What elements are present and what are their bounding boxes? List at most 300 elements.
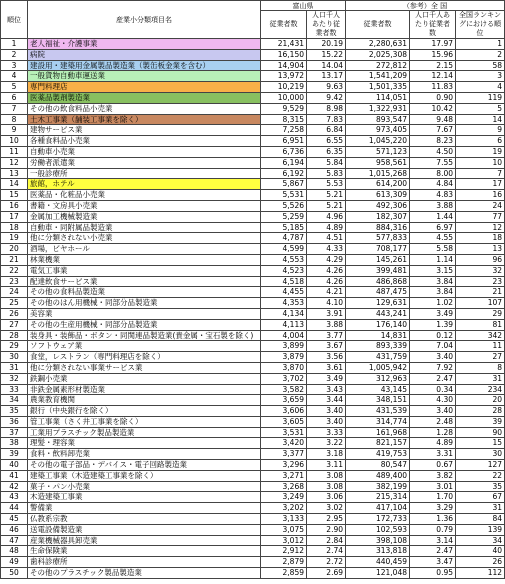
rank-cell: 35 (1, 406, 28, 417)
table-row (1, 233, 505, 244)
national-per1000-cell: 0.95 (410, 568, 456, 579)
industry-name-cell: 林業機業 (28, 254, 261, 265)
table-row (1, 319, 505, 330)
toyama-per1000-cell: 4.26 (307, 276, 346, 287)
toyama-employees-cell: 10,219 (261, 82, 307, 93)
name-header: 産業小分類項目名 (28, 1, 261, 39)
table-row (1, 406, 505, 417)
rank-cell: 25 (1, 298, 28, 309)
national-per1000-header: 人口千人あたり従業者数 (410, 11, 456, 39)
toyama-per1000-cell: 3.61 (307, 362, 346, 373)
national-ranking-cell: 1 (456, 39, 505, 50)
toyama-employees-cell: 3,659 (261, 395, 307, 406)
national-ranking-cell: 17 (456, 179, 505, 190)
rank-cell: 49 (1, 557, 28, 568)
toyama-per1000-cell: 6.55 (307, 136, 346, 147)
toyama-per1000-cell: 3.91 (307, 308, 346, 319)
national-employees-cell: 419,753 (346, 449, 410, 460)
national-per1000-cell: 7.92 (410, 362, 456, 373)
table-row (1, 244, 505, 255)
national-per1000-cell: 4.30 (410, 395, 456, 406)
national-ranking-cell: 112 (456, 568, 505, 579)
table-body (1, 39, 505, 579)
toyama-employees-cell: 4,113 (261, 319, 307, 330)
national-employees-cell: 114,051 (346, 92, 410, 103)
rank-header: 順位 (1, 1, 28, 39)
rank-cell: 27 (1, 319, 28, 330)
toyama-per1000-cell: 6.84 (307, 125, 346, 136)
toyama-per1000-cell: 7.83 (307, 114, 346, 125)
national-ranking-cell: 18 (456, 233, 505, 244)
national-per1000-cell: 3.15 (410, 265, 456, 276)
national-ranking-cell: 19 (456, 146, 505, 157)
national-per1000-cell: 3.29 (410, 503, 456, 514)
rank-cell: 32 (1, 373, 28, 384)
table-row (1, 352, 505, 363)
national-employees-cell: 172,733 (346, 514, 410, 525)
table-row (1, 535, 505, 546)
industry-name-cell: 労働者派遣業 (28, 157, 261, 168)
national-per1000-cell: 0.34 (410, 384, 456, 395)
toyama-employees-cell: 3,202 (261, 503, 307, 514)
toyama-employees-cell: 5,531 (261, 190, 307, 201)
industry-name-cell: 建物サービス業 (28, 125, 261, 136)
national-ranking-cell: 12 (456, 222, 505, 233)
industry-name-cell: 金属加工機械製造業 (28, 211, 261, 222)
national-per1000-cell: 12.14 (410, 71, 456, 82)
national-employees-cell: 2,025,308 (346, 49, 410, 60)
national-per1000-cell: 0.90 (410, 92, 456, 103)
toyama-employees-cell: 3,605 (261, 416, 307, 427)
national-employees-cell: 348,151 (346, 395, 410, 406)
toyama-employees-header: 従業者数 (261, 11, 307, 39)
toyama-per1000-cell: 5.21 (307, 190, 346, 201)
national-per1000-cell: 4.83 (410, 190, 456, 201)
toyama-per1000-cell: 4.26 (307, 265, 346, 276)
national-employees-cell: 431,759 (346, 352, 410, 363)
toyama-per1000-cell: 3.43 (307, 384, 346, 395)
national-per1000-cell: 9.48 (410, 114, 456, 125)
national-per1000-cell: 5.58 (410, 244, 456, 255)
rank-cell: 31 (1, 362, 28, 373)
national-ranking-cell: 119 (456, 92, 505, 103)
national-employees-cell: 102,593 (346, 524, 410, 535)
industry-name-cell: 一般診療所 (28, 168, 261, 179)
industry-name-cell: 装身具・装飾品・ボタン・同関連品製造業(貴金属・宝石製を除く) (28, 330, 261, 341)
table-row (1, 190, 505, 201)
table-row (1, 481, 505, 492)
toyama-employees-cell: 21,431 (261, 39, 307, 50)
rank-cell: 46 (1, 524, 28, 535)
toyama-employees-cell: 5,185 (261, 222, 307, 233)
national-employees-cell: 708,177 (346, 244, 410, 255)
toyama-per1000-cell: 3.02 (307, 503, 346, 514)
rank-cell: 48 (1, 546, 28, 557)
national-ranking-cell: 23 (456, 276, 505, 287)
industry-name-cell: 老人福祉・介護事業 (28, 39, 261, 50)
toyama-per1000-cell: 3.67 (307, 341, 346, 352)
industry-name-cell: 鉄鋼小売業 (28, 373, 261, 384)
national-ranking-cell: 28 (456, 406, 505, 417)
national-ranking-cell: 26 (456, 557, 505, 568)
table-row (1, 362, 505, 373)
rank-cell: 40 (1, 460, 28, 471)
national-per1000-cell: 2.15 (410, 60, 456, 71)
toyama-employees-cell: 3,606 (261, 406, 307, 417)
rank-cell: 1 (1, 39, 28, 50)
national-employees-cell: 80,547 (346, 460, 410, 471)
national-per1000-cell: 17.97 (410, 39, 456, 50)
industry-name-cell: 美容業 (28, 308, 261, 319)
toyama-employees-cell: 4,353 (261, 298, 307, 309)
table-row (1, 568, 505, 579)
industry-name-cell: その他のプラスチック製品製造業 (28, 568, 261, 579)
rank-cell: 16 (1, 200, 28, 211)
toyama-per1000-cell: 6.35 (307, 146, 346, 157)
toyama-employees-cell: 3,702 (261, 373, 307, 384)
industry-name-cell: 仏教系宗教 (28, 514, 261, 525)
industry-name-cell: 農業教育機関 (28, 395, 261, 406)
industry-name-cell: 管工事業（さく井工事業を除く） (28, 416, 261, 427)
national-per1000-cell: 3.01 (410, 481, 456, 492)
toyama-employees-cell: 2,859 (261, 568, 307, 579)
rank-cell: 33 (1, 384, 28, 395)
industry-name-cell: 書籍・文房具小売業 (28, 200, 261, 211)
national-per1000-cell: 8.23 (410, 136, 456, 147)
table-row (1, 136, 505, 147)
toyama-employees-cell: 3,012 (261, 535, 307, 546)
table-row (1, 373, 505, 384)
rank-cell: 36 (1, 416, 28, 427)
toyama-employees-cell: 8,315 (261, 114, 307, 125)
table-row (1, 395, 505, 406)
national-ranking-cell: 67 (456, 492, 505, 503)
industry-name-cell: ソフトウェア業 (28, 341, 261, 352)
national-employees-cell: 958,561 (346, 157, 410, 168)
rank-cell: 38 (1, 438, 28, 449)
national-employees-cell: 398,108 (346, 535, 410, 546)
rank-cell: 28 (1, 330, 28, 341)
rank-cell: 21 (1, 254, 28, 265)
industry-name-cell: 歯科診療所 (28, 557, 261, 568)
national-header: （参考）全 国 (346, 1, 505, 11)
national-ranking-cell: 30 (456, 449, 505, 460)
rank-cell: 41 (1, 470, 28, 481)
national-per1000-cell: 2.47 (410, 546, 456, 557)
national-ranking-cell: 77 (456, 211, 505, 222)
table-row (1, 82, 505, 93)
industry-name-cell: 生命保険業 (28, 546, 261, 557)
national-employees-cell: 1,322,931 (346, 103, 410, 114)
table-row (1, 470, 505, 481)
national-per1000-cell: 3.84 (410, 276, 456, 287)
national-ranking-cell: 10 (456, 157, 505, 168)
industry-name-cell: 他に分類されない事業サービス業 (28, 362, 261, 373)
toyama-employees-cell: 4,134 (261, 308, 307, 319)
toyama-per1000-cell: 3.22 (307, 438, 346, 449)
national-per1000-cell: 3.40 (410, 352, 456, 363)
national-employees-cell: 161,968 (346, 427, 410, 438)
rank-cell: 26 (1, 308, 28, 319)
national-employees-cell: 821,157 (346, 438, 410, 449)
national-per1000-cell: 2.47 (410, 373, 456, 384)
toyama-employees-cell: 4,787 (261, 233, 307, 244)
table-row (1, 146, 505, 157)
national-ranking-cell: 32 (456, 265, 505, 276)
national-employees-cell: 492,306 (346, 200, 410, 211)
rank-cell: 39 (1, 449, 28, 460)
toyama-employees-cell: 4,599 (261, 244, 307, 255)
national-employees-cell: 1,045,220 (346, 136, 410, 147)
national-employees-cell: 314,774 (346, 416, 410, 427)
toyama-per1000-cell: 3.49 (307, 373, 346, 384)
toyama-per1000-cell: 4.96 (307, 211, 346, 222)
national-ranking-cell: 6 (456, 136, 505, 147)
national-ranking-cell: 96 (456, 254, 505, 265)
national-per1000-cell: 6.97 (410, 222, 456, 233)
table-row (1, 416, 505, 427)
national-per1000-cell: 4.84 (410, 179, 456, 190)
national-employees-cell: 486,868 (346, 276, 410, 287)
rank-cell: 18 (1, 222, 28, 233)
industry-name-cell: 自動車・同附属品製造業 (28, 222, 261, 233)
toyama-employees-cell: 3,420 (261, 438, 307, 449)
table-row (1, 557, 505, 568)
national-employees-cell: 14,831 (346, 330, 410, 341)
rank-cell: 17 (1, 211, 28, 222)
rank-cell: 47 (1, 535, 28, 546)
national-employees-cell: 443,241 (346, 308, 410, 319)
toyama-employees-cell: 5,526 (261, 200, 307, 211)
industry-name-cell: 木造建築工事業 (28, 492, 261, 503)
industry-name-cell: 理髪・理容業 (28, 438, 261, 449)
national-ranking-cell: 2 (456, 49, 505, 60)
national-employees-cell: 893,547 (346, 114, 410, 125)
national-per1000-cell: 1.70 (410, 492, 456, 503)
national-per1000-cell: 7.55 (410, 157, 456, 168)
toyama-employees-cell: 3,870 (261, 362, 307, 373)
toyama-per1000-cell: 3.40 (307, 416, 346, 427)
rank-cell: 11 (1, 146, 28, 157)
national-per1000-cell: 7.04 (410, 341, 456, 352)
national-employees-cell: 884,316 (346, 222, 410, 233)
table-row (1, 287, 505, 298)
rank-cell: 23 (1, 276, 28, 287)
table-row (1, 492, 505, 503)
toyama-per1000-cell: 14.04 (307, 60, 346, 71)
national-employees-cell: 1,541,209 (346, 71, 410, 82)
national-ranking-cell: 3 (456, 71, 505, 82)
table-row (1, 125, 505, 136)
table-row (1, 265, 505, 276)
toyama-per1000-cell: 15.22 (307, 49, 346, 60)
toyama-employees-cell: 3,377 (261, 449, 307, 460)
industry-name-cell: その他の生産用機械・同部分品製造業 (28, 319, 261, 330)
rank-cell: 19 (1, 233, 28, 244)
rank-cell: 24 (1, 287, 28, 298)
toyama-per1000-cell: 8.98 (307, 103, 346, 114)
industry-name-cell: 自動車小売業 (28, 146, 261, 157)
toyama-header: 富山県 (261, 1, 346, 11)
national-employees-cell: 614,200 (346, 179, 410, 190)
toyama-employees-cell: 3,075 (261, 524, 307, 535)
toyama-employees-cell: 5,867 (261, 179, 307, 190)
rank-cell: 9 (1, 125, 28, 136)
rank-cell: 7 (1, 103, 28, 114)
national-employees-cell: 973,405 (346, 125, 410, 136)
industry-name-cell: 各種食料品小売業 (28, 136, 261, 147)
national-employees-cell: 893,339 (346, 341, 410, 352)
national-ranking-cell: 24 (456, 200, 505, 211)
table-row (1, 168, 505, 179)
industry-name-cell: その他の電子部品・デバイス・電子回路製造業 (28, 460, 261, 471)
toyama-per1000-cell: 3.11 (307, 460, 346, 471)
table-row (1, 222, 505, 233)
national-per1000-cell: 0.79 (410, 524, 456, 535)
national-ranking-cell: 107 (456, 298, 505, 309)
rank-cell: 12 (1, 157, 28, 168)
toyama-per1000-cell: 13.17 (307, 71, 346, 82)
toyama-per1000-cell: 3.06 (307, 492, 346, 503)
national-ranking-cell: 20 (456, 395, 505, 406)
rank-cell: 5 (1, 82, 28, 93)
table-row (1, 103, 505, 114)
toyama-employees-cell: 3,296 (261, 460, 307, 471)
table-row (1, 308, 505, 319)
national-employees-cell: 431,539 (346, 406, 410, 417)
national-per1000-cell: 1.28 (410, 427, 456, 438)
national-employees-cell: 2,280,631 (346, 39, 410, 50)
industry-name-cell: 産業機械器具卸売業 (28, 535, 261, 546)
rank-cell: 20 (1, 244, 28, 255)
industry-name-cell: 食料・飲料卸売業 (28, 449, 261, 460)
industry-name-cell: その他のはん用機械・同部分品製造業 (28, 298, 261, 309)
table-row (1, 39, 505, 50)
toyama-per1000-cell: 2.72 (307, 557, 346, 568)
toyama-employees-cell: 6,194 (261, 157, 307, 168)
toyama-per1000-header: 人口千人あたり従業者数 (307, 11, 346, 39)
national-employees-cell: 1,501,335 (346, 82, 410, 93)
national-ranking-cell: 35 (456, 481, 505, 492)
national-per1000-cell: 3.49 (410, 308, 456, 319)
industry-name-cell: 菓子・パン小売業 (28, 481, 261, 492)
toyama-per1000-cell: 2.95 (307, 514, 346, 525)
national-ranking-cell: 27 (456, 352, 505, 363)
national-employees-cell: 313,818 (346, 546, 410, 557)
rank-cell: 2 (1, 49, 28, 60)
industry-name-cell: 旅館，ホテル (28, 179, 261, 190)
rank-cell: 44 (1, 503, 28, 514)
national-employees-cell: 382,199 (346, 481, 410, 492)
toyama-employees-cell: 4,553 (261, 254, 307, 265)
national-per1000-cell: 3.84 (410, 287, 456, 298)
toyama-per1000-cell: 9.42 (307, 92, 346, 103)
toyama-per1000-cell: 4.10 (307, 298, 346, 309)
industry-name-cell: 建設用・建築用金属製品製造業（製缶板金業を含む） (28, 60, 261, 71)
toyama-employees-cell: 6,192 (261, 168, 307, 179)
national-ranking-cell: 342 (456, 330, 505, 341)
national-ranking-cell: 31 (456, 503, 505, 514)
toyama-employees-cell: 7,258 (261, 125, 307, 136)
national-per1000-cell: 11.83 (410, 82, 456, 93)
table-row (1, 211, 505, 222)
rank-cell: 10 (1, 136, 28, 147)
industry-name-cell: 土木工事業（舗装工事業を除く） (28, 114, 261, 125)
national-per1000-cell: 8.00 (410, 168, 456, 179)
toyama-employees-cell: 13,972 (261, 71, 307, 82)
rank-cell: 8 (1, 114, 28, 125)
industry-name-cell: その他の食料品製造業 (28, 287, 261, 298)
national-ranking-cell: 58 (456, 60, 505, 71)
national-per1000-cell: 4.55 (410, 233, 456, 244)
national-employees-cell: 43,145 (346, 384, 410, 395)
table-row (1, 60, 505, 71)
rank-cell: 37 (1, 427, 28, 438)
rank-cell: 45 (1, 514, 28, 525)
rank-cell: 13 (1, 168, 28, 179)
national-employees-cell: 417,104 (346, 503, 410, 514)
national-per1000-cell: 10.42 (410, 103, 456, 114)
national-employees-cell: 489,400 (346, 470, 410, 481)
national-per1000-cell: 1.36 (410, 514, 456, 525)
toyama-employees-cell: 6,951 (261, 136, 307, 147)
toyama-employees-cell: 10,000 (261, 92, 307, 103)
industry-name-cell: 配達飲食サービス業 (28, 276, 261, 287)
national-employees-cell: 571,123 (346, 146, 410, 157)
toyama-employees-cell: 2,912 (261, 546, 307, 557)
table-row (1, 438, 505, 449)
toyama-employees-cell: 4,518 (261, 276, 307, 287)
rank-cell: 50 (1, 568, 28, 579)
national-employees-cell: 613,309 (346, 190, 410, 201)
national-employees-cell: 487,475 (346, 287, 410, 298)
toyama-employees-cell: 3,249 (261, 492, 307, 503)
toyama-per1000-cell: 4.89 (307, 222, 346, 233)
industry-name-cell: 医薬品・化粧品小売業 (28, 190, 261, 201)
national-ranking-cell: 29 (456, 308, 505, 319)
national-per1000-cell: 4.89 (410, 438, 456, 449)
toyama-per1000-cell: 3.44 (307, 395, 346, 406)
toyama-per1000-cell: 3.88 (307, 319, 346, 330)
toyama-per1000-cell: 4.29 (307, 254, 346, 265)
rank-cell: 30 (1, 352, 28, 363)
national-ranking-cell: 31 (456, 373, 505, 384)
toyama-per1000-cell: 3.40 (307, 406, 346, 417)
industry-name-cell: 建築工事業（木造建築工事業を除く） (28, 470, 261, 481)
industry-name-cell: 一般貨物自動車運送業 (28, 71, 261, 82)
national-employees-cell: 129,631 (346, 298, 410, 309)
national-ranking-cell: 7 (456, 168, 505, 179)
national-ranking-cell: 39 (456, 416, 505, 427)
toyama-per1000-cell: 20.19 (307, 39, 346, 50)
toyama-employees-cell: 4,523 (261, 265, 307, 276)
national-per1000-cell: 0.67 (410, 460, 456, 471)
toyama-per1000-cell: 4.33 (307, 244, 346, 255)
national-ranking-cell: 13 (456, 244, 505, 255)
toyama-employees-cell: 3,582 (261, 384, 307, 395)
table-row (1, 254, 505, 265)
rank-cell: 15 (1, 190, 28, 201)
toyama-per1000-cell: 9.63 (307, 82, 346, 93)
toyama-employees-cell: 14,904 (261, 60, 307, 71)
table-row (1, 384, 505, 395)
industry-name-cell: 病院 (28, 49, 261, 60)
toyama-employees-cell: 4,004 (261, 330, 307, 341)
toyama-per1000-cell: 3.18 (307, 449, 346, 460)
national-per1000-cell: 2.48 (410, 416, 456, 427)
industry-name-cell: 送電設備製造業 (28, 524, 261, 535)
toyama-per1000-cell: 2.84 (307, 535, 346, 546)
